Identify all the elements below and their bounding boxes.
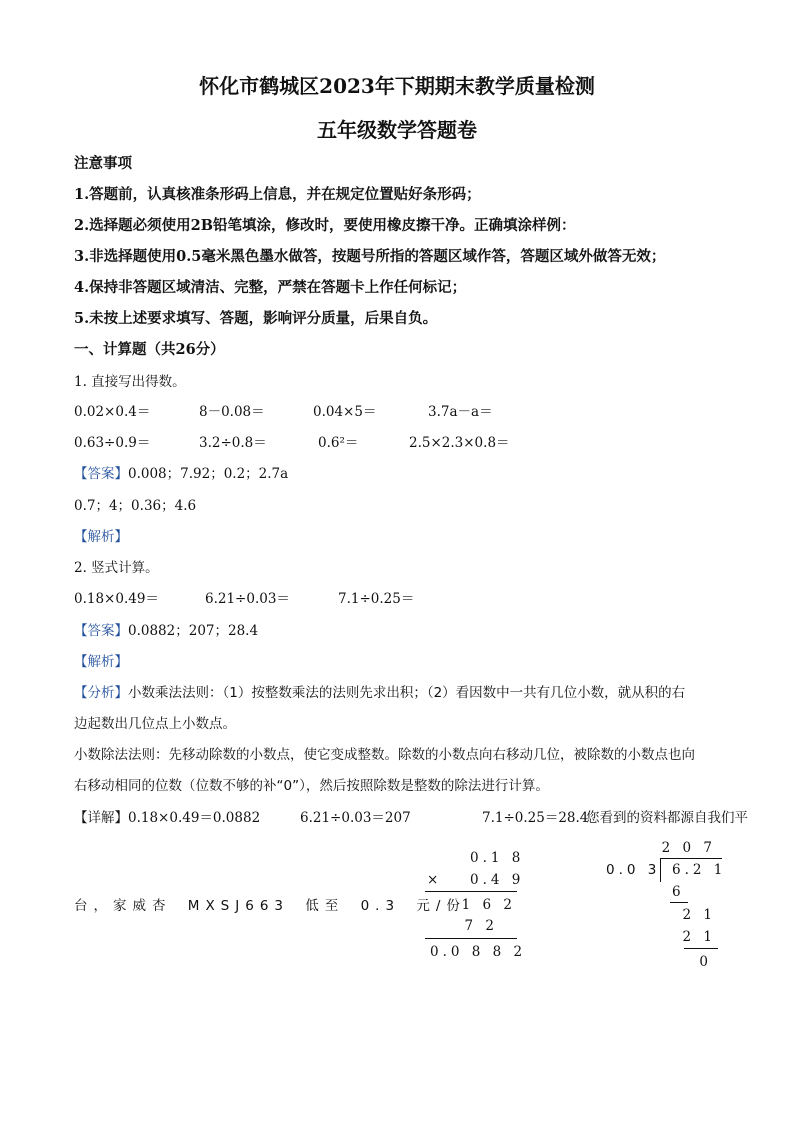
div-quotient: 2 0 7 [661,840,716,856]
q2-division-line-2: 右移动相同的位数（位数不够的补“0”），然后按照除数是整数的除法进行计算。 [74,778,549,794]
mult-row-1: 0.1 8 [470,850,525,866]
notice-item-1: 1.答题前，认真核准条形码上信息，并在规定位置贴好条形码； [74,186,481,203]
q2-analysis-tag: 【解析】 [74,654,128,670]
div-divisor: 0.0 3 [606,862,661,878]
notice-item-5: 5.未按上述要求填写、答题，影响评分质量，后果自负。 [74,310,438,327]
watermark-text-a: 您看到的资料都源自我们平 [586,810,748,826]
q2-expr: 7.1÷0.25＝ [338,591,415,607]
div-step-3: 2 1 [682,929,716,945]
analysis-label: 【分析】 [74,685,128,701]
answer-tag: 【答案】 [74,623,128,639]
q2-analysis-line-1 [74,681,685,701]
section-heading: 一、计算题（共26分） [74,341,225,358]
mult-result: 0.0 8 8 2 [430,944,527,960]
detail-3: 7.1÷0.25＝28.4 [482,810,589,826]
q2-answer [74,619,258,639]
q1-expr: 0.63÷0.9＝ [74,435,151,451]
page-subtitle: 五年级数学答题卷 [317,118,477,142]
q1-answer-line-2: 0.7；4；0.36；4.6 [74,498,197,514]
q2-expr: 6.21÷0.03＝ [205,591,290,607]
notice-item-2: 2.选择题必须使用2B铅笔填涂，修改时，要使用橡皮擦干净。正确填涂样例： [74,217,576,234]
q1-expr: 8－0.08＝ [199,404,265,420]
answer-text: 0.008；7.92；0.2；2.7a [128,466,289,482]
div-top-line [660,858,722,859]
notice-item-4: 4.保持非答题区域清洁、完整，严禁在答题卡上作任何标记； [74,279,467,296]
question-2-stem: 2. 竖式计算。 [74,560,159,576]
div-line-2 [684,948,718,949]
detail-2: 6.21÷0.03＝207 [300,810,411,826]
q1-expr: 2.5×2.3×0.8＝ [409,435,510,451]
notice-heading: 注意事项 [74,155,132,172]
q1-expr: 0.04×5＝ [313,404,377,420]
page-title: 怀化市鹤城区2023年下期期末教学质量检测 [199,74,595,98]
q1-expr: 3.2÷0.8＝ [199,435,267,451]
q1-expr: 0.6²＝ [318,435,359,451]
analysis-text: 小数乘法法则：（1）按整数乘法的法则先求出积；（2）看因数中一共有几位小数，就从积的右 [128,685,686,701]
div-bracket [660,858,661,882]
mult-row-2: 0.4 9 [470,872,525,888]
q1-answer [74,462,288,482]
q1-analysis-tag: 【解析】 [74,529,128,545]
q1-expr: 0.02×0.4＝ [74,404,151,420]
div-step-1: 6 [672,884,685,900]
q2-division-line-1: 小数除法法则：先移动除数的小数点，使它变成整数。除数的小数点向右移动几位，被除数的小数点也向 [74,747,695,763]
watermark-text-b: 台，家威杏 MXSJ663 低至 0.3 元/份 [74,898,466,914]
div-remainder: 0 [699,954,712,970]
q2-detail [74,806,260,826]
q1-expr: 3.7a－a＝ [428,404,493,420]
mult-row-4: 7 2 [464,918,498,934]
detail-label: 【详解】 [74,810,128,826]
mult-line-2 [425,938,517,939]
notice-item-3: 3.非选择题使用0.5毫米黑色墨水做答，按题号所指的答题区域作答，答题区域外做答无效； [74,248,666,265]
answer-tag: 【答案】 [74,466,128,482]
mult-line-1 [425,891,517,892]
q2-analysis-line-2: 边起数出几位点上小数点。 [74,716,236,732]
div-line-1 [670,902,688,903]
q2-expr: 0.18×0.49＝ [74,591,159,607]
answer-text: 0.0882；207；28.4 [128,623,259,639]
div-step-2: 2 1 [682,907,716,923]
mult-sign: × [427,872,443,888]
mult-row-3: 1 6 2 [461,897,516,913]
question-1-stem: 1. 直接写出得数。 [74,374,186,390]
div-dividend: 6.2 1 [672,862,727,878]
detail-1: 0.18×0.49＝0.0882 [128,810,261,826]
